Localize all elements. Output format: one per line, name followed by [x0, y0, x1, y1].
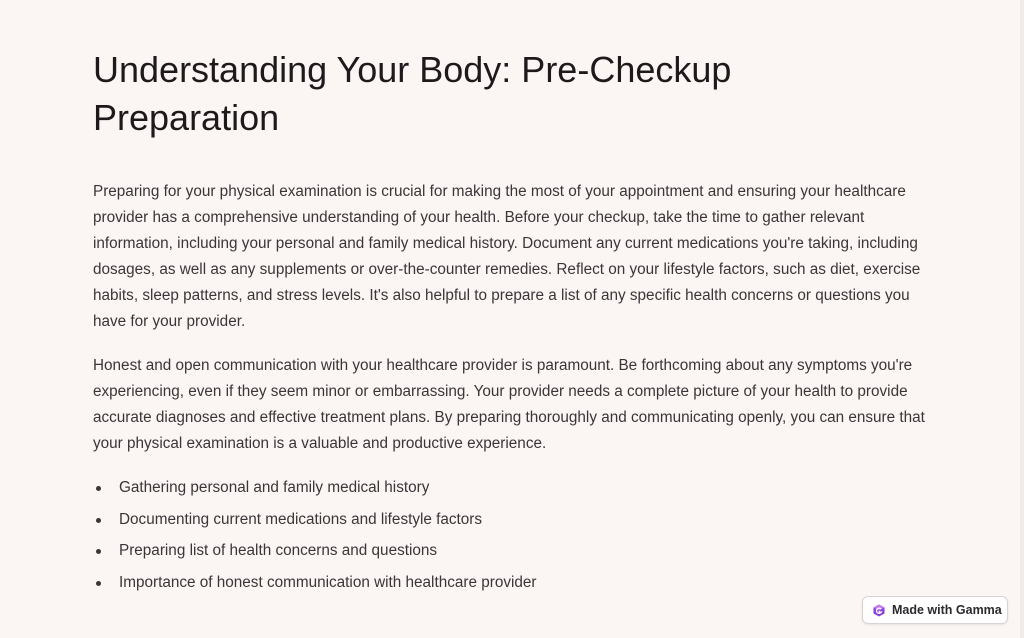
bullet-dot-icon — [96, 581, 101, 586]
badge-label: Made with Gamma — [892, 603, 1002, 617]
bullet-item — [93, 475, 933, 507]
slide-title: Understanding Your Body: Pre-Checkup Preparation — [93, 49, 732, 138]
bullet-text: Gathering personal and family medical history — [119, 479, 430, 496]
paragraph-preparation: Preparing for your physical examination is crucial for making the most of your appointment and ensuring your healthcare provider has a comprehensive understanding of your health. Before your checkup, take the time to gather relevant information, including your personal and family medical history. Document any current medications you're taking, including dosages, as well as any supplements or over-the-counter remedies. Reflect on your lifestyle factors, such as diet, exercise habits, sleep patterns, and stress levels. It's also helpful to prepare a list of any specific health concerns or questions you have for your provider. — [93, 183, 921, 330]
made-with-gamma-button[interactable] — [862, 596, 1008, 624]
bullet-text: Documenting current medications and lifestyle factors — [119, 510, 483, 528]
scrollbar-track — [1020, 0, 1024, 638]
gamma-logo-icon — [873, 604, 885, 617]
bullet-dot-icon — [96, 549, 101, 554]
bullet-dot-icon — [96, 518, 101, 523]
slide-content — [93, 46, 933, 601]
bullet-text: Preparing list of health concerns and questions — [119, 542, 438, 559]
bullet-item — [93, 507, 933, 539]
bullet-text: Importance of honest communication with healthcare provider — [119, 573, 537, 591]
bullet-dot-icon — [96, 486, 101, 491]
bullet-item — [93, 538, 933, 570]
bullet-list — [93, 475, 933, 601]
paragraph-communication: Honest and open communication with your healthcare provider is paramount. Be forthcoming about any symptoms you're experiencing, even if they seem minor or embarrassing. Your provider needs a complete picture of your health to provide accurate diagnoses and effective treatment plans. By preparing thoroughly and communicating openly, you can ensure that your physical examination is a valuable and productive experience. — [93, 357, 925, 452]
bullet-item — [93, 570, 933, 602]
